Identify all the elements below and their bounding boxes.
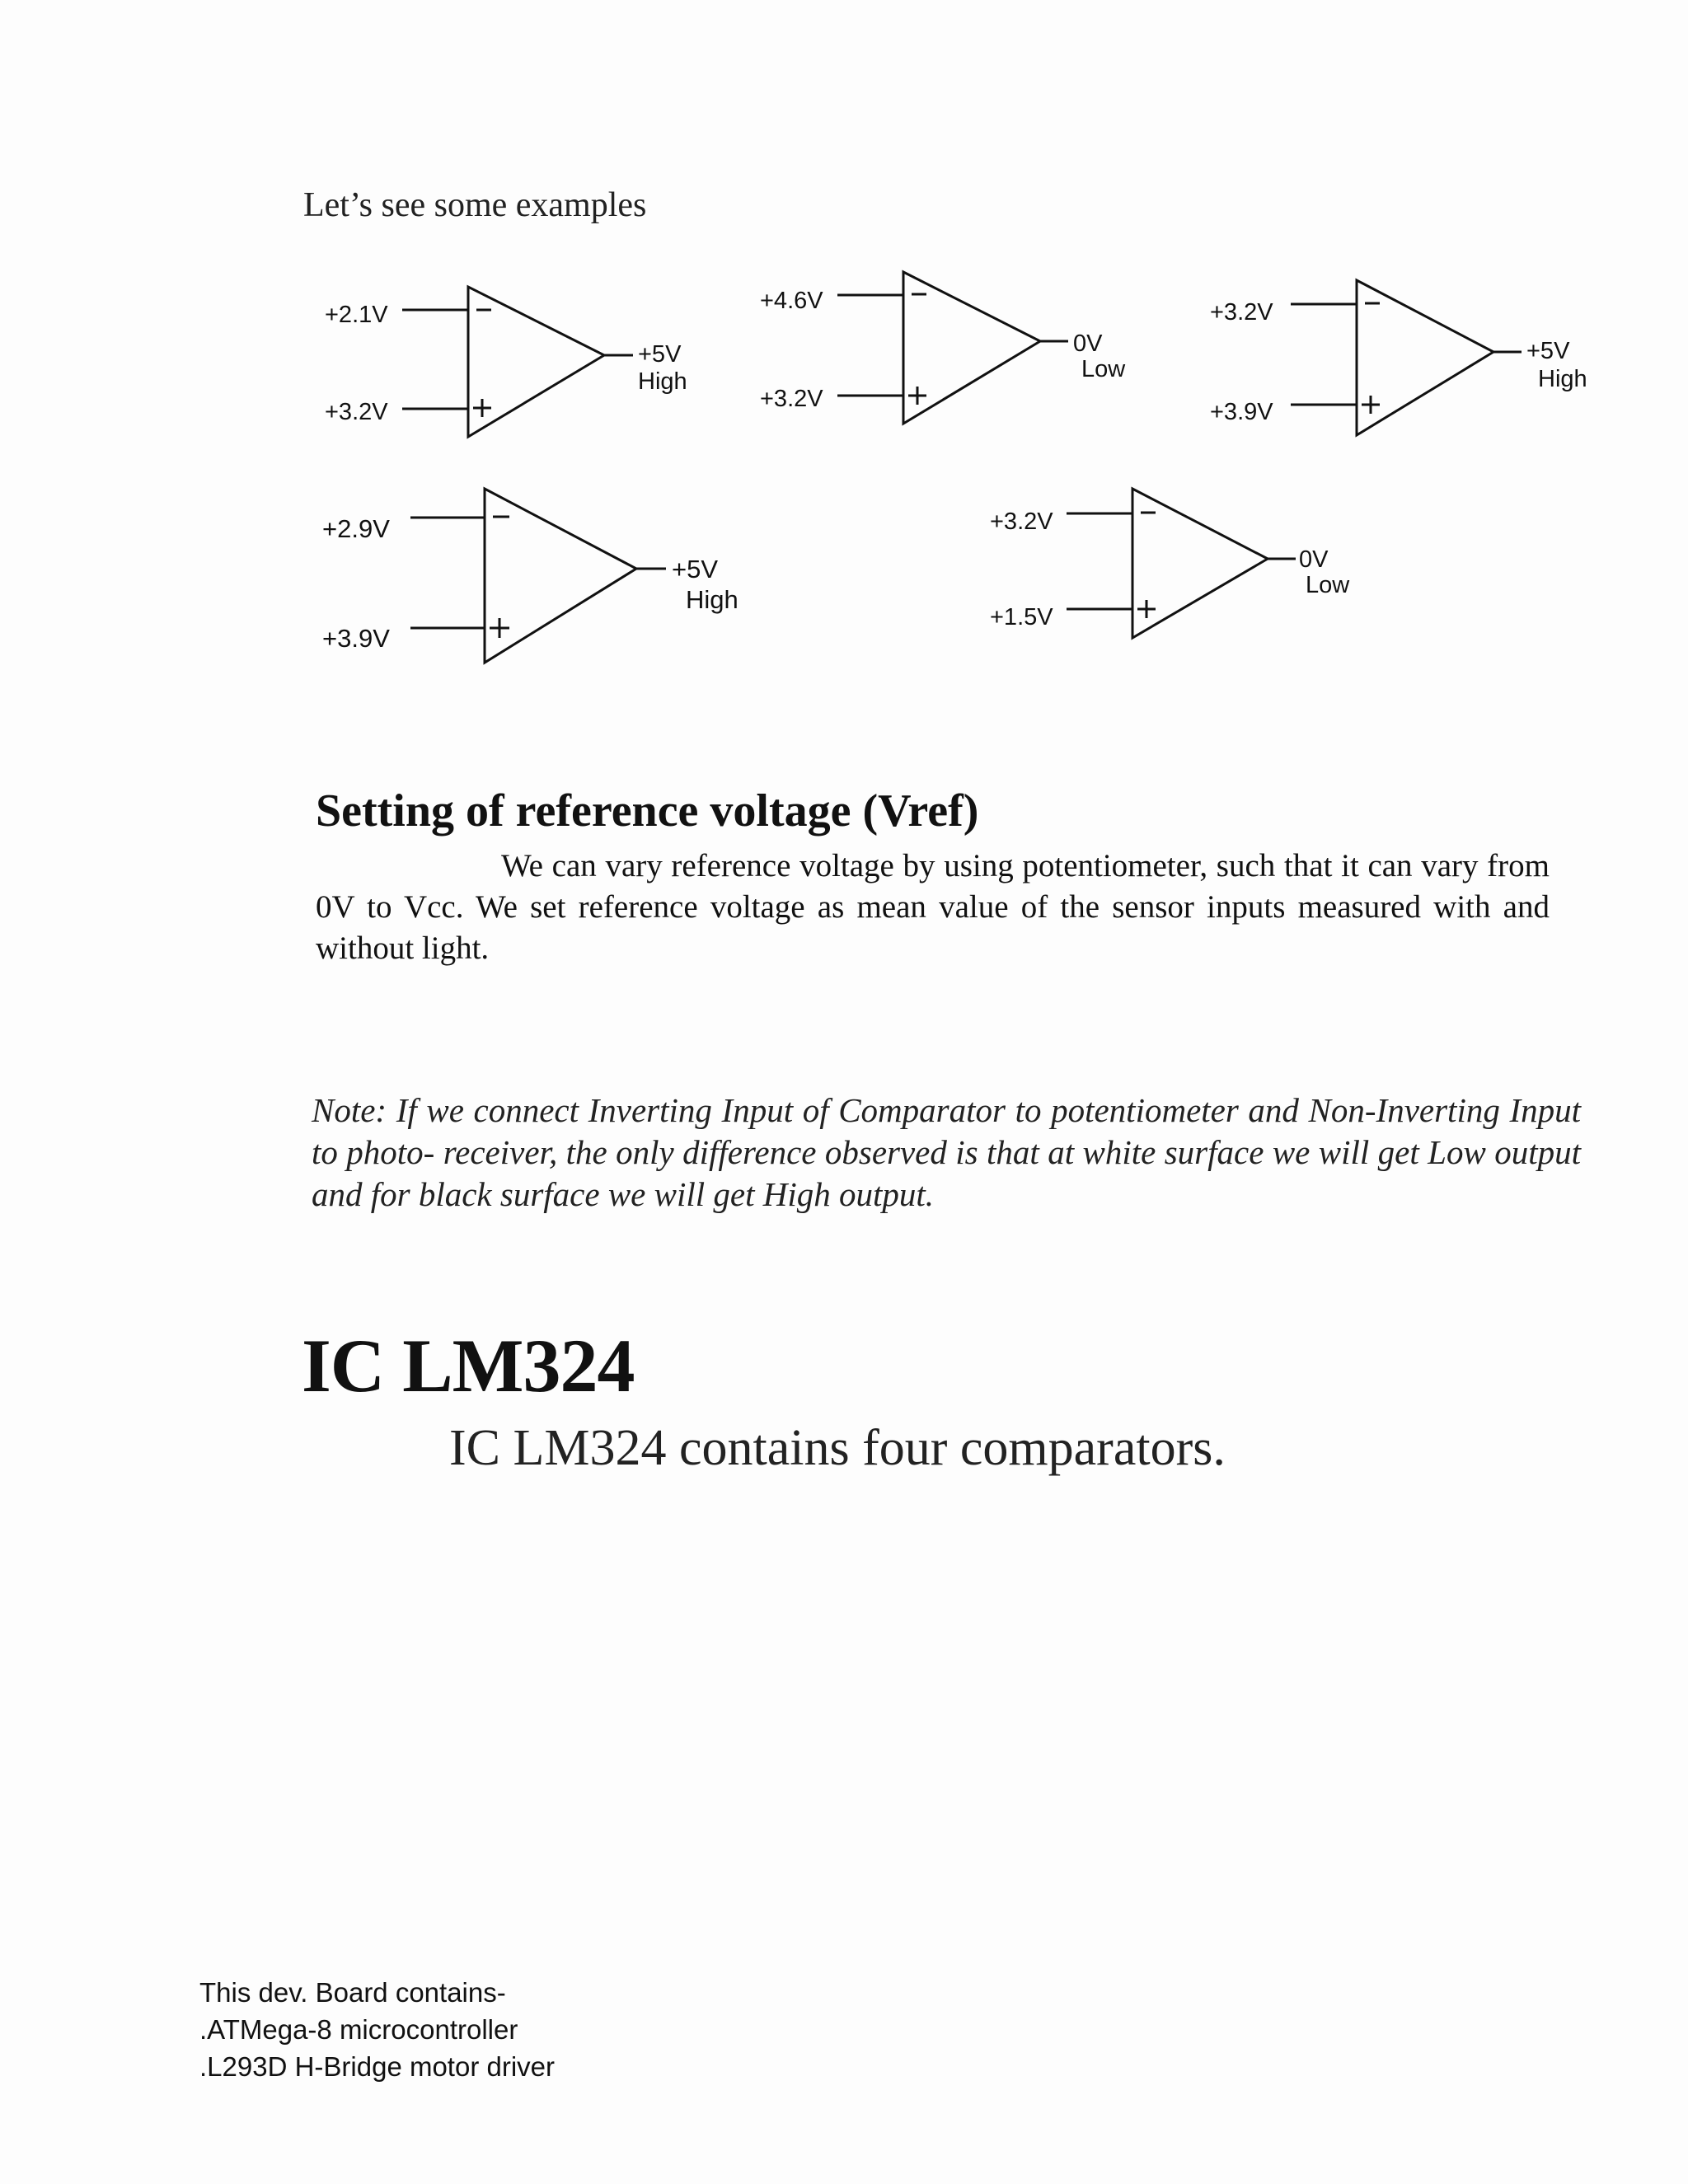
vref-paragraph-text: We can vary reference voltage by using potentiometer, such that it can vary from 0V to Vcc. We set reference voltage as mean value of the sensor inputs measured with and without light. — [316, 848, 1550, 966]
output-state-label: High — [1538, 366, 1587, 392]
note-paragraph: Note: If we connect Inverting Input of Comparator to potentiometer and Non-Inverting Input to photo- receiver, the only difference observed is that at white surface we will get Low output and for black surface we will get High output. — [312, 1091, 1581, 1213]
inverting-input-label: +3.2V — [1210, 299, 1273, 326]
board-line: .L293D H-Bridge motor driver — [199, 2051, 555, 2082]
inverting-input-label: +4.6V — [760, 288, 823, 314]
output-voltage-label: 0V — [1299, 546, 1329, 573]
vref-heading: Setting of reference voltage (Vref) — [316, 785, 979, 837]
board-line: .ATMega-8 microcontroller — [199, 2014, 518, 2045]
intro-text: Let’s see some examples — [303, 186, 647, 224]
lm324-description: IC LM324 contains four comparators. — [449, 1420, 1226, 1476]
output-state-label: High — [638, 368, 687, 395]
non-inverting-input-label: +3.9V — [322, 624, 390, 653]
output-voltage-label: +5V — [672, 555, 719, 583]
board-line: This dev. Board contains- — [199, 1977, 506, 2008]
inverting-input-label: +2.9V — [322, 514, 390, 543]
vref-paragraph — [316, 846, 1550, 969]
output-state-label: Low — [1081, 356, 1126, 382]
non-inverting-input-label: +3.9V — [1210, 399, 1273, 425]
output-voltage-label: 0V — [1073, 330, 1103, 357]
lm324-heading: IC LM324 — [302, 1324, 635, 1408]
non-inverting-input-label: +3.2V — [760, 386, 823, 412]
inverting-input-label: +2.1V — [325, 302, 388, 328]
output-voltage-label: +5V — [638, 341, 682, 368]
non-inverting-input-label: +3.2V — [325, 399, 388, 425]
non-inverting-input-label: +1.5V — [990, 604, 1053, 630]
board-contents — [199, 1974, 555, 2085]
inverting-input-label: +3.2V — [990, 509, 1053, 535]
output-state-label: Low — [1306, 572, 1350, 598]
output-voltage-label: +5V — [1526, 338, 1570, 364]
output-state-label: High — [686, 585, 738, 614]
